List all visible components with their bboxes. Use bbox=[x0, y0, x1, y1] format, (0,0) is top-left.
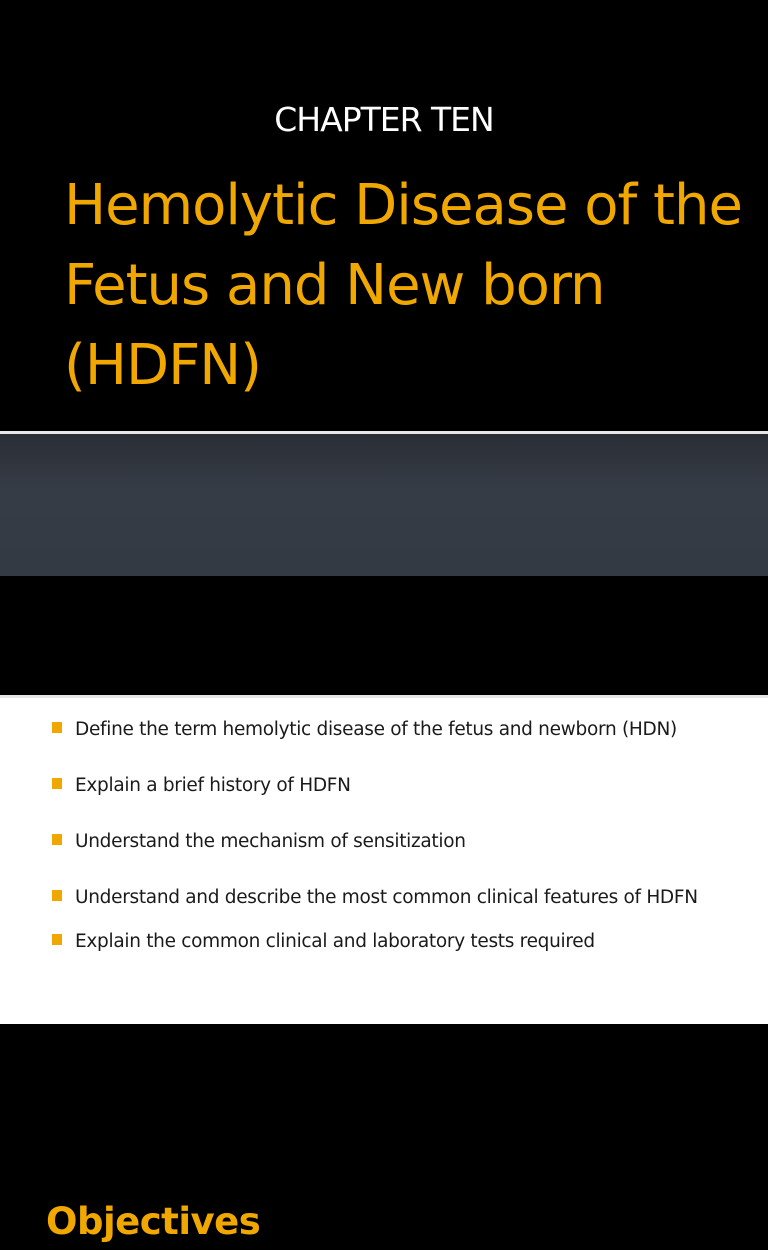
slide-gap-band bbox=[0, 434, 768, 576]
section-heading: Objectives bbox=[46, 1200, 261, 1243]
objectives-slide-body bbox=[0, 698, 768, 1024]
list-item bbox=[50, 928, 750, 956]
objective-text: Understand and describe the most common clinical features of HDFN bbox=[75, 887, 698, 908]
objective-text: Explain a brief history of HDFN bbox=[75, 775, 351, 796]
list-item bbox=[50, 716, 750, 744]
square-bullet-icon bbox=[52, 890, 62, 901]
list-item bbox=[50, 772, 750, 800]
square-bullet-icon bbox=[52, 722, 62, 733]
objective-text: Define the term hemolytic disease of the fetus and newborn (HDN) bbox=[75, 719, 677, 740]
list-item bbox=[50, 828, 750, 856]
square-bullet-icon bbox=[52, 778, 62, 789]
objective-text: Explain the common clinical and laboratory tests required bbox=[75, 931, 595, 952]
square-bullet-icon bbox=[52, 934, 62, 945]
title-slide bbox=[0, 0, 768, 432]
objective-text: Understand the mechanism of sensitization bbox=[75, 831, 466, 852]
slide-title: Hemolytic Disease of the Fetus and New born (HDFN) bbox=[64, 173, 742, 398]
chapter-label: CHAPTER TEN bbox=[274, 100, 494, 139]
square-bullet-icon bbox=[52, 834, 62, 845]
list-item bbox=[50, 884, 750, 912]
objectives-list bbox=[50, 716, 750, 984]
